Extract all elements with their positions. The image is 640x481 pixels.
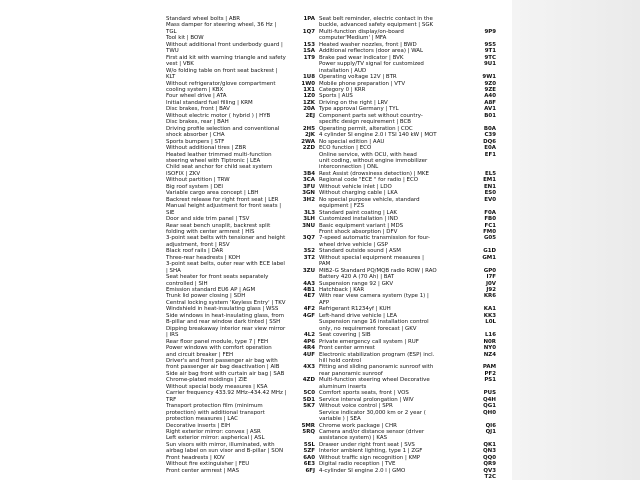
equipment-description: Rear floor panel module, type 7 | FEH (166, 338, 269, 345)
equipment-description: MIB2-G Standard PQ/MQB radio ROW | RAO (319, 267, 437, 274)
equipment-description: Front center armrest | MAS (166, 467, 240, 474)
secondary-option-code: EM1 (483, 177, 496, 184)
equipment-description: Backrest release for right front seat | LER (166, 196, 279, 203)
secondary-option-code: KR6 (483, 293, 496, 300)
option-code: 3S2 (303, 248, 315, 255)
option-code: 1PA (303, 16, 315, 22)
right-equipment-column (301, 16, 501, 481)
secondary-option-code: E0A (484, 145, 496, 152)
equipment-description: Left-hand drive vehicle | LEA (319, 312, 397, 319)
equipment-description: Transport protection film (minimum protection) with additional transport protection measures | LAC (166, 403, 265, 423)
equipment-description: Side windows in heat-insulating glass, from B-pillar and rear window dark tinted | SSH (166, 312, 284, 326)
equipment-row (0, 223, 300, 236)
option-code: 3GN (302, 190, 315, 197)
option-code: 4B1 (303, 287, 315, 294)
equipment-description: Power windows with comfort operation and circuit breaker | FEH (166, 345, 272, 358)
secondary-option-code: 9S5 (484, 41, 496, 48)
equipment-description: Windshield in heat-insulating glass | WSS (166, 306, 279, 313)
equipment-description: Interior ambient lighting, type 1 | ZGF (319, 448, 423, 455)
secondary-option-code: EF1 (484, 151, 496, 158)
equipment-description: 7-speed automatic transmission for four- wheel drive vehicle | GSP (319, 235, 431, 248)
equipment-description: Disc brakes, rear | BAH (166, 119, 229, 126)
secondary-option-code: PAM PF2 (482, 364, 496, 377)
equipment-description: Service interval prolongation | WIV (319, 396, 414, 403)
option-code: 4R4 (303, 345, 315, 352)
equipment-description: Big roof system | DEI (166, 183, 224, 190)
equipment-row (0, 152, 300, 165)
equipment-description: Without traffic sign recognition | KMP (319, 454, 421, 461)
equipment-description: Camera and/or distance sensor (driver assistance system) | KAS (319, 429, 425, 442)
equipment-description: Standard wheel bolts | ABR (166, 16, 241, 22)
equipment-description: Additional reflectors (door area) | WAL (319, 48, 424, 55)
option-code: 3CA (303, 177, 315, 184)
equipment-row (0, 326, 300, 339)
equipment-description: Manual height adjustment for front seats | SIE (166, 203, 282, 216)
secondary-option-code: L0L (485, 319, 496, 326)
equipment-row (0, 345, 300, 358)
option-code: 5MR (301, 422, 315, 429)
equipment-description: Drawer under right front seat | SVS (319, 441, 415, 448)
equipment-description: Heated leather trimmed multi-function steering wheel with Tiptronic | LEA (166, 151, 272, 164)
secondary-option-code: J92 (486, 287, 496, 294)
equipment-description: Without electric motor ( hybrid ) | HYB (166, 112, 271, 119)
secondary-option-code: QI6 (485, 422, 496, 429)
left-equipment-column (0, 16, 300, 474)
secondary-option-code: PUS (483, 390, 496, 397)
secondary-option-code: F0A (484, 209, 496, 216)
equipment-description: No special purpose vehicle, standard equipment | FZS (319, 196, 420, 210)
secondary-option-code: 9W1 (482, 74, 496, 81)
equipment-description: Seat belt reminder, electric contact in the buckle, advanced safety equipment | SGK (319, 16, 434, 29)
option-code: 1S3 (303, 41, 315, 48)
equipment-description: Hatchback | KAR (319, 287, 365, 294)
secondary-option-code: FM0 (483, 228, 496, 235)
secondary-option-code: QH0 (483, 409, 496, 416)
equipment-description: Without additional tires | ZBR (166, 145, 247, 152)
option-code: 4F2 (303, 306, 315, 313)
equipment-description: Standard outside sound | ASM (319, 248, 401, 255)
equipment-row (0, 313, 300, 326)
equipment-row (0, 403, 300, 422)
equipment-description: 4-cylinder SI engine 2.0 l | GMO (319, 467, 406, 474)
option-code: 1X1 (303, 86, 315, 93)
equipment-description: Child seat anchor for child seat system ISOFIX | ZKV (166, 164, 273, 177)
equipment-row (0, 81, 300, 94)
option-code: 4L2 (303, 332, 315, 339)
equipment-description: Emission standard EU6 AP | AGM (166, 287, 256, 294)
equipment-description: Comfort sports seats, front | VOS (319, 390, 409, 397)
option-code: 4A3 (303, 280, 315, 287)
equipment-description: Power supply/TV signal for customized installation | AUD (319, 61, 424, 74)
option-code: 20A (303, 106, 315, 113)
equipment-row (0, 261, 300, 274)
option-code: 4UF (303, 351, 315, 358)
equipment-description: Without special body measures | KSA (166, 383, 268, 390)
equipment-description: Mass damper for steering wheel, 36 Hz | TGL (166, 22, 277, 35)
equipment-description: 3-point seat belts with tensioner and height adjustment, front | RSV (166, 235, 286, 248)
equipment-description: Operating permit, alteration | COC (319, 125, 413, 132)
equipment-description: Sports bumpers | STF (166, 138, 225, 145)
equipment-description: 4 cylinder SI engine 2.0 l TSI 140 kW | MOT (319, 132, 437, 139)
equipment-description: Seat heater for front seats separately controlled | SIH (166, 274, 269, 287)
equipment-description: Side air bag front with curtain air bag | SAB (166, 370, 285, 377)
equipment-description: Component parts set without country- specific design requirement | BCB (319, 112, 423, 126)
option-code: 1Q7 (302, 28, 315, 35)
page-margin-shade (512, 0, 640, 480)
equipment-description: Heated washer nozzles, front | BWD (319, 41, 417, 48)
option-code: 5RQ (302, 429, 315, 435)
secondary-option-code: G1D (483, 248, 496, 255)
equipment-description: Regional code "ECE " for radio | ECO (319, 177, 419, 184)
option-code: 2EJ (305, 112, 315, 119)
equipment-description: Rear seat bench unsplit, backrest split folding with center armrest | HIS (166, 222, 271, 235)
secondary-option-code: 9T1 (484, 48, 496, 55)
equipment-description: Driver's and front passenger air bag with front passenger air bag deactivation | AIB (166, 358, 280, 371)
option-code: 3NU (302, 222, 315, 229)
equipment-row (0, 203, 300, 216)
equipment-description: Multi-function steering wheel Decorative aluminum inserts (319, 377, 430, 390)
equipment-description: Initial standard fuel filling | KRM (166, 99, 253, 106)
secondary-option-code: FB0 (484, 216, 496, 223)
secondary-option-code: QN3 (483, 448, 496, 455)
secondary-option-code: B0A (483, 125, 496, 132)
secondary-option-code: 9ZE (484, 86, 496, 93)
equipment-description: With rear view camera system (type 1) | AFP (319, 293, 429, 306)
equipment-row (301, 467, 501, 481)
option-code: 6E3 (303, 461, 315, 468)
equipment-description: Suspension range 92 | GKV (319, 280, 394, 287)
equipment-description: Rest Assist (drowsiness detection) | MKE (319, 170, 429, 177)
option-code: 2H5 (302, 125, 315, 132)
option-code: 2ZD (302, 145, 315, 152)
equipment-description: Door and side trim panel | TSV (166, 216, 250, 223)
equipment-description: Central locking system 'Keyless Entry' | TKV (166, 299, 286, 306)
secondary-option-code: Q4H (483, 396, 496, 403)
secondary-option-code: N0R (483, 338, 496, 345)
option-code: 5SL (303, 441, 315, 448)
secondary-option-code: J0V (485, 280, 496, 287)
option-code: 1W0 (301, 80, 315, 87)
equipment-description: Service indicator 30,000 km or 2 year ( variable ) | SEA (319, 409, 426, 423)
equipment-row (0, 22, 300, 35)
option-code: 4P6 (303, 338, 315, 345)
option-code: 3L3 (303, 209, 315, 216)
secondary-option-code: L16 (484, 332, 496, 339)
equipment-description: Disc brakes, front | BAV (166, 106, 230, 113)
equipment-row (0, 442, 300, 455)
equipment-description: Operating voltage 12V | BTR (319, 74, 397, 81)
equipment-description: Chrome work package | CHR (319, 422, 397, 429)
secondary-option-code: EL5 (485, 170, 496, 177)
equipment-row (0, 358, 300, 371)
secondary-option-code: QQ0 (482, 454, 496, 461)
option-code: 1T9 (303, 54, 315, 61)
equipment-description: Without special equipment measures | PAM (319, 254, 424, 268)
secondary-option-code: AV1 (484, 106, 496, 113)
secondary-option-code: GM1 (482, 254, 496, 261)
equipment-description: Without partition | TRW (166, 177, 230, 184)
secondary-option-code: GP0 (483, 267, 496, 274)
option-code: 6A0 (303, 454, 315, 461)
equipment-description: Driving on the right | LRV (319, 99, 388, 106)
equipment-row (0, 274, 300, 287)
equipment-description: Without vehicle inlet | LDO (319, 183, 392, 190)
option-code: 5D1 (302, 396, 315, 403)
equipment-row (0, 390, 300, 403)
secondary-option-code: QK1 (483, 441, 496, 448)
secondary-option-code: B01 (484, 112, 496, 119)
equipment-description: Driving profile selection and conventional shock absorber | CHA (166, 125, 280, 139)
equipment-description: Three-rear headrests | KOH (166, 254, 241, 261)
option-code: 2JK (304, 132, 315, 139)
equipment-description: Multi-function display/on-board computer'Medium' | MFA (319, 28, 404, 42)
secondary-option-code: KA1 (483, 306, 496, 313)
equipment-description: Front center armrest (319, 345, 375, 352)
equipment-description: Without voice control | SPR (319, 403, 393, 410)
option-code: 1ZK (303, 99, 315, 106)
equipment-description: Without charging cable | LKA (319, 190, 398, 197)
secondary-option-code: T2C (484, 474, 496, 481)
equipment-description: Black roof rails | DAR (166, 248, 224, 255)
equipment-description: W/o folding table on front seat backrest | KLT (166, 67, 278, 81)
secondary-option-code: C39 (484, 132, 496, 139)
secondary-option-code: EV0 (484, 196, 496, 203)
option-code: 2WA (301, 138, 315, 145)
secondary-option-code: DQ6 (483, 138, 496, 145)
option-code: 4E7 (303, 293, 315, 300)
secondary-option-code: QV3 (483, 467, 496, 474)
equipment-row (0, 468, 300, 474)
equipment-description: Without refrigerator/glove compartment cooling system | KBX (166, 80, 276, 93)
equipment-description: 3-point seat belts, outer rear with ECE label | SHA (166, 261, 285, 274)
option-code: 3H2 (302, 196, 315, 203)
equipment-description: Mobile phone preparation | VTV (319, 80, 406, 87)
option-code: 5K7 (303, 403, 315, 410)
equipment-description: Category 0 | KRR (319, 86, 366, 93)
equipment-row (0, 42, 300, 55)
option-code: 1SA (303, 48, 315, 55)
equipment-description: Without additional front underbody guard | TWU (166, 41, 283, 55)
equipment-row (0, 68, 300, 81)
equipment-description: Front shock absorption | DFV (319, 228, 398, 235)
equipment-row (0, 55, 300, 68)
equipment-description: Decorative inserts | EIH (166, 422, 231, 429)
equipment-description: Without fire extinguisher | FEU (166, 461, 250, 468)
option-code: 3B4 (303, 170, 315, 177)
option-code: 6FJ (305, 467, 315, 474)
secondary-option-code: KK3 (483, 312, 496, 319)
secondary-option-code: A8F (484, 99, 496, 106)
equipment-description: Private emergency call system | RUF (319, 338, 419, 345)
option-code: 4ZD (302, 377, 315, 384)
secondary-option-code: 9TC (484, 54, 496, 61)
equipment-description: Standard paint coating | LAK (319, 209, 397, 216)
secondary-option-code: QG1 (483, 403, 496, 410)
secondary-option-code: I7F (486, 274, 496, 281)
equipment-row (0, 235, 300, 248)
option-code: 4GF (303, 312, 315, 319)
equipment-description: Trunk lid power closing | SDH (166, 293, 246, 300)
equipment-description: Sun visors with mirror, illuminated, with airbag label on sun visor and B-pillar | SON (166, 441, 284, 455)
option-code: 1Z0 (303, 93, 315, 100)
option-code: 3FU (303, 183, 315, 190)
equipment-description: Battery 420 A (70 Ah) | BAT (319, 274, 395, 281)
secondary-option-code: ES0 (484, 190, 496, 197)
equipment-description: Tool kit | BOW (166, 35, 204, 42)
equipment-description: Left exterior mirror: aspherical | ASL (166, 435, 265, 442)
secondary-option-code: 9U1 (484, 61, 496, 68)
equipment-description: ECO function | ECO (319, 145, 372, 152)
equipment-description: Customized installation | IND (319, 216, 398, 223)
option-code: 3T2 (303, 254, 315, 261)
equipment-description: Online service, with OCU, with head unit coding, without engine immobilizer interconnection | ONL (319, 151, 428, 171)
option-code: 5ZF (303, 448, 315, 455)
equipment-row (0, 164, 300, 177)
equipment-description: Right exterior mirror: convex | ASR (166, 429, 261, 435)
equipment-description: No special edition | AAU (319, 138, 385, 145)
option-code: 1U8 (303, 74, 315, 81)
option-code: 3Q7 (302, 235, 315, 242)
equipment-description: Dipping breakaway interior rear view mirror | IRS (166, 325, 286, 339)
equipment-description: Chrome-plated moldings | ZIE (166, 377, 248, 384)
secondary-option-code: FC1 (484, 222, 496, 229)
secondary-option-code: A40 (484, 93, 496, 100)
equipment-description: Four wheel drive | ATA (166, 93, 227, 100)
secondary-option-code: PS1 (484, 377, 496, 384)
option-code: 3ZU (302, 267, 315, 274)
equipment-row (0, 126, 300, 139)
secondary-option-code: NY0 (483, 345, 496, 352)
option-code: 4X3 (303, 364, 315, 371)
option-code: 5C0 (303, 390, 315, 397)
equipment-description: Brake pad wear indicator | BVK (319, 54, 404, 61)
equipment-description: Front headrests | KOV (166, 454, 225, 461)
equipment-description: Seat covering | SIB (319, 332, 371, 339)
equipment-description: Refrigerant R1234yf | KUH (319, 306, 391, 313)
secondary-option-code: QJ1 (485, 429, 496, 435)
secondary-option-code: NZ4 (483, 351, 496, 358)
secondary-option-code: 9P9 (484, 28, 496, 35)
equipment-description: Sports | AUS (319, 93, 353, 100)
secondary-option-code: EN1 (483, 183, 496, 190)
equipment-description: Suspension range 16 installation control only, no requirement forecast | GKV (319, 319, 429, 332)
secondary-option-code: G05 (483, 235, 496, 242)
equipment-description: Variable cargo area concept | LBH (166, 190, 259, 197)
equipment-description: Basic equipment variant | MDS (319, 222, 404, 229)
equipment-description: Carrier frequency 433.92 MHz–434.42 MHz | TRF (166, 390, 287, 403)
equipment-description: Fitting and sliding panoramic sunroof with rear panoramic sunroof (319, 364, 434, 377)
equipment-description: First aid kit with warning triangle and safety vest | VBK (166, 54, 286, 68)
option-code: 3LH (303, 216, 315, 223)
equipment-description: Digital radio reception | TVE (319, 461, 396, 468)
secondary-option-code: QR9 (483, 461, 496, 468)
secondary-option-code: 9Z0 (484, 80, 496, 87)
equipment-description: Type approval Germany | TYL (319, 106, 399, 113)
equipment-description: Electronic stabilization program (ESP) incl. hill hold control (319, 351, 435, 365)
